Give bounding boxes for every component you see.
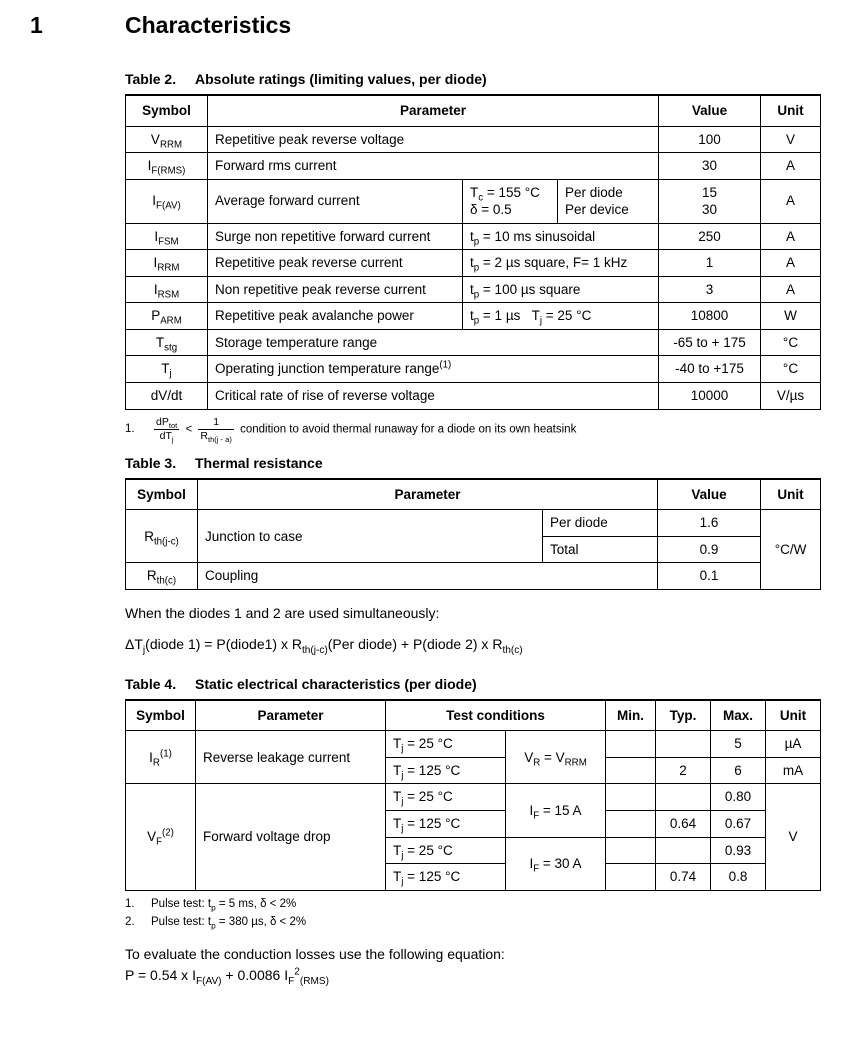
cell-typ: 2 [656, 757, 711, 784]
cell-symbol: $T_{stg}$ [126, 329, 208, 356]
thermal-resistance-table [125, 478, 821, 590]
cell-test-condition: $T_j = 25$ °C [386, 784, 506, 811]
table-row-irrm [126, 250, 821, 277]
cell-parameter: Repetitive peak reverse voltage [208, 126, 659, 153]
cell-unit: °C [761, 356, 821, 383]
table4-footnote-1 [125, 897, 820, 911]
cell-test-condition-shared: $V_R = V_{RRM}$ [506, 731, 606, 784]
value-line: 30 [701, 202, 718, 218]
cell-typ: 0.64 [656, 810, 711, 837]
cell-parameter: Junction to case [198, 510, 543, 563]
cell-symbol: $R_{th(j-c)}$ [126, 510, 198, 563]
cell-symbol: $T_j$ [126, 356, 208, 383]
cell-parameter: Critical rate of rise of reverse voltage [208, 383, 659, 410]
fraction [198, 416, 234, 443]
cell-min [606, 864, 656, 891]
cell-parameter: Average forward current [208, 179, 463, 223]
cell-test-condition: $t_p = 100$ µs square [463, 276, 659, 303]
condition-line: $T_c = 155$ °C [470, 184, 540, 204]
fraction-denominator: $R_{th(j - a)}$ [200, 429, 232, 444]
cell-symbol: $I_{RSM}$ [126, 276, 208, 303]
cell-max: 0.8 [711, 864, 766, 891]
section-heading [30, 12, 820, 39]
cell-value: 10000 [659, 383, 761, 410]
cell-max: 0.80 [711, 784, 766, 811]
table-row-vf-15a-25c [126, 784, 821, 811]
cell-test-condition: $T_j = 25$ °C [386, 731, 506, 758]
table-row-irsm [126, 276, 821, 303]
cell-value: 0.9 [658, 536, 761, 563]
table-row-ifrms [126, 153, 821, 180]
cell-test-condition-shared: $I_F = 15$ A [506, 784, 606, 837]
table4-caption-label: Table 4. [125, 675, 177, 692]
cell-unit: mA [766, 757, 821, 784]
table-row-ir-25c [126, 731, 821, 758]
conduction-losses-equation: P = 0.54 x $I_{F(AV)} + 0.0086$ $I_F^2_{(RMS)}$ [125, 966, 329, 988]
cell-typ [656, 837, 711, 864]
cell-parameter: Non repetitive peak reverse current [208, 276, 463, 303]
cell-value: -40 to +175 [659, 356, 761, 383]
cell-max: 5 [711, 731, 766, 758]
col-header-parameter: Parameter [208, 95, 659, 126]
cell-unit: °C/W [761, 510, 821, 590]
col-header-test-conditions: Test conditions [386, 700, 606, 731]
cell-unit: µA [766, 731, 821, 758]
cell-value: 30 [659, 153, 761, 180]
scope-line: Per device [565, 202, 629, 218]
table-header-row [126, 479, 821, 510]
col-header-parameter: Parameter [196, 700, 386, 731]
col-header-max: Max. [711, 700, 766, 731]
absolute-ratings-table [125, 94, 821, 410]
cell-symbol: $I_{FSM}$ [126, 223, 208, 250]
cell-parameter: Repetitive peak avalanche power [208, 303, 463, 330]
cell-value: 1.6 [658, 510, 761, 537]
table2-footnote [125, 416, 820, 443]
cell-symbol: $I_{F(RMS)}$ [126, 153, 208, 180]
cell-unit: A [761, 276, 821, 303]
cell-unit: °C [761, 329, 821, 356]
cell-symbol: $I_{RRM}$ [126, 250, 208, 277]
cell-scope: Per diode [543, 510, 658, 537]
cell-min [606, 837, 656, 864]
condition-line: δ = 0.5 [470, 202, 512, 218]
cell-test-condition: $T_j = 125$ °C [386, 864, 506, 891]
cell-unit: V [761, 126, 821, 153]
cell-min [606, 810, 656, 837]
cell-parameter: Repetitive peak reverse current [208, 250, 463, 277]
cell-value [659, 179, 761, 223]
table-row-dvdt [126, 383, 821, 410]
cell-value: 1 [659, 250, 761, 277]
cell-symbol: $I_{F(AV)}$ [126, 179, 208, 223]
col-header-unit: Unit [766, 700, 821, 731]
table-row-parm [126, 303, 821, 330]
cell-value: 10800 [659, 303, 761, 330]
footnote-number: 1. [125, 897, 135, 910]
cell-unit: V/µs [761, 383, 821, 410]
table2-caption-title: Absolute ratings (limiting values, per diode) [195, 71, 487, 87]
col-header-typ: Typ. [656, 700, 711, 731]
cell-max: 0.93 [711, 837, 766, 864]
cell-value: 100 [659, 126, 761, 153]
col-header-value: Value [658, 479, 761, 510]
cell-min [606, 784, 656, 811]
table-row-tj [126, 356, 821, 383]
col-header-value: Value [659, 95, 761, 126]
cell-min [606, 757, 656, 784]
cell-symbol: $V_{RRM}$ [126, 126, 208, 153]
cell-test-condition: $T_j = 125$ °C [386, 810, 506, 837]
cell-max: 0.67 [711, 810, 766, 837]
fraction-numerator: 1 [198, 416, 234, 430]
comparison-operator: < [185, 423, 193, 436]
cell-value: 0.1 [658, 563, 761, 590]
footnote-number: 1. [125, 423, 135, 436]
cell-unit: A [761, 250, 821, 277]
table-row-tstg [126, 329, 821, 356]
cell-symbol: $V_F^{(2)}$ [126, 784, 196, 890]
cell-min [606, 731, 656, 758]
col-header-unit: Unit [761, 95, 821, 126]
col-header-symbol: Symbol [126, 479, 198, 510]
table-row-vrrm [126, 126, 821, 153]
fraction-numerator: $dP_{tot}$ [156, 415, 178, 430]
cell-test-condition: $T_j = 125$ °C [386, 757, 506, 784]
cell-test-condition: $T_j = 25$ °C [386, 837, 506, 864]
cell-unit: A [761, 223, 821, 250]
cell-parameter: Reverse leakage current [196, 731, 386, 784]
col-header-min: Min. [606, 700, 656, 731]
cell-test-condition-shared: $I_F = 30$ A [506, 837, 606, 890]
cell-max: 6 [711, 757, 766, 784]
fraction [154, 416, 179, 443]
cell-unit: W [761, 303, 821, 330]
cell-symbol: $I_R^{(1)}$ [126, 731, 196, 784]
cell-symbol: $R_{th(c)}$ [126, 563, 198, 590]
table-row-rthjc-per-diode [126, 510, 821, 537]
cell-value: -65 to + 175 [659, 329, 761, 356]
page-content [125, 71, 820, 988]
cell-unit: A [761, 179, 821, 223]
table3-caption [125, 455, 820, 471]
table4-footnote-2 [125, 915, 820, 929]
table-header-row [126, 700, 821, 731]
cell-test-condition [463, 179, 558, 223]
fraction-denominator: $dT_j$ [159, 429, 174, 444]
scope-line: Per diode [565, 184, 623, 200]
cell-parameter: Coupling [198, 563, 658, 590]
static-electrical-characteristics-table [125, 699, 821, 891]
footnote-number: 2. [125, 916, 135, 929]
table3-caption-title: Thermal resistance [195, 454, 323, 471]
cell-test-condition: $t_p = 10$ ms sinusoidal [463, 223, 659, 250]
table-row-ifsm [126, 223, 821, 250]
cell-value: 3 [659, 276, 761, 303]
cell-test-condition: $t_p = 1$ µs $T_j = 25$ °C [463, 303, 659, 330]
footnote-text: Pulse test: $t_p = 5$ ms, δ < 2% [151, 897, 297, 912]
table-row-ifav [126, 179, 821, 223]
table4-caption-title: Static electrical characteristics (per diode) [195, 675, 477, 692]
cell-parameter: Operating junction temperature range$^{(1)}$ [208, 356, 659, 383]
cell-typ [656, 784, 711, 811]
footnote-text: Pulse test: $t_p = 380$ µs, δ < 2% [151, 915, 307, 931]
col-header-symbol: Symbol [126, 95, 208, 126]
value-line: 15 [701, 184, 718, 200]
section-number: 1 [30, 12, 43, 38]
col-header-symbol: Symbol [126, 700, 196, 731]
cell-scope [558, 179, 659, 223]
col-header-parameter: Parameter [198, 479, 658, 510]
cell-test-condition: $t_p = 2$ µs square, F= 1 kHz [463, 250, 659, 277]
cell-value: 250 [659, 223, 761, 250]
page-title: Characteristics [125, 12, 292, 38]
cell-parameter: Forward rms current [208, 153, 659, 180]
col-header-unit: Unit [761, 479, 821, 510]
cell-parameter: Storage temperature range [208, 329, 659, 356]
cell-typ: 0.74 [656, 864, 711, 891]
table2-caption [125, 71, 820, 87]
conduction-losses-intro: To evaluate the conduction losses use the following equation: [125, 946, 505, 963]
cell-symbol: $P_{ARM}$ [126, 303, 208, 330]
delta-tj-equation: $\Delta T_j(diode$ 1) = P(diode1) x $R_{th(j-c)}(Per$ diode) + P(diode 2) x $R_{th(c)}$ [125, 635, 523, 656]
cell-unit: A [761, 153, 821, 180]
cell-typ [656, 731, 711, 758]
cell-parameter: Forward voltage drop [196, 784, 386, 890]
cell-scope: Total [543, 536, 658, 563]
footnote-body-text: condition to avoid thermal runaway for a diode on its own heatsink [240, 423, 577, 436]
table2-caption-label: Table 2. [125, 71, 177, 87]
cell-unit: V [766, 784, 821, 890]
table3-caption-label: Table 3. [125, 454, 177, 471]
table4-caption [125, 676, 820, 692]
cell-symbol: dV/dt [126, 383, 208, 410]
footnote-text [151, 416, 576, 443]
cell-parameter: Surge non repetitive forward current [208, 223, 463, 250]
table-header-row [126, 95, 821, 126]
simultaneous-use-text: When the diodes 1 and 2 are used simultaneously: [125, 605, 440, 621]
table-row-rthc [126, 563, 821, 590]
